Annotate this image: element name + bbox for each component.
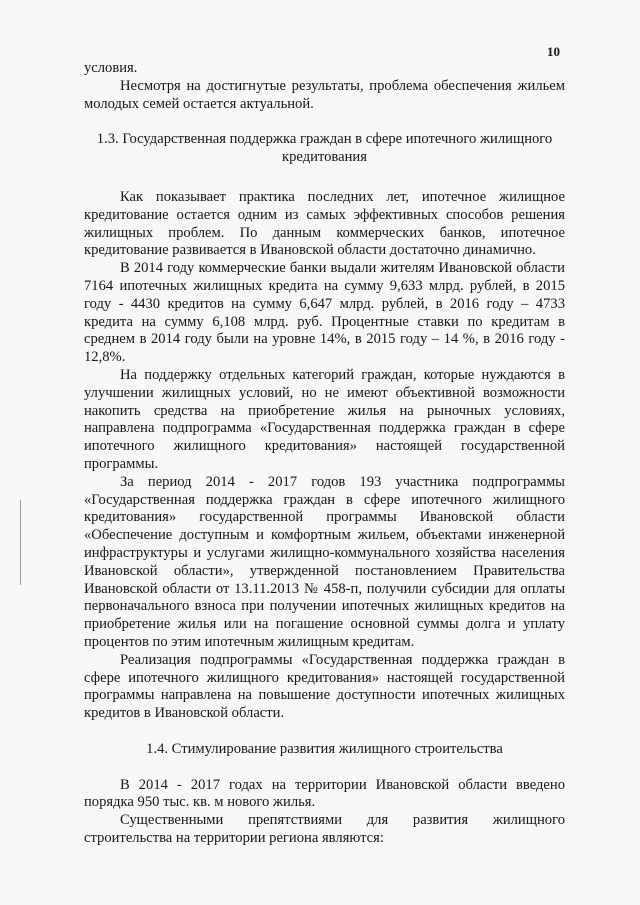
spacer: [84, 723, 565, 741]
margin-scan-mark: [20, 500, 21, 585]
text-column: [84, 60, 565, 848]
paragraph-continuation: условия.: [84, 60, 138, 76]
paragraph-practice: Как показывает практика последних лет, ипотечное жилищное кредитование остается одним из самых эффективных способов решения жилищных проблем. По данным коммерческих банков, ипотечное кредитование развивается в Ивановской области достаточно динамично.: [84, 188, 565, 259]
paragraph-obstacles: Существенными препятствиями для развития жилищного строительства на территории региона являются:: [84, 812, 565, 847]
section-heading-1-3: 1.3. Государственная поддержка граждан в сфере ипотечного жилищного кредитования: [96, 131, 553, 166]
spacer: [84, 167, 565, 189]
paragraph-support: На поддержку отдельных категорий граждан, которые нуждаются в улучшении жилищных условий, но не имеют объективной возможности накопить средства на приобретение жилья на рыночных условиях, направлена подпрограмма «Государственная поддержка граждан в сфере ипотечного жилищного кредитования» настоящей государственной программы.: [84, 366, 565, 472]
spacer: [84, 759, 565, 777]
spacer: [84, 113, 565, 131]
section-heading-1-4: 1.4. Стимулирование развития жилищного строительства: [146, 740, 503, 757]
paragraph-period: За период 2014 - 2017 годов 193 участника подпрограммы «Государственная поддержка граждан в сфере ипотечного жилищного кредитования» государственной программы Ивановской области «Обеспечение доступным и комфортным жильем, объектами инженерной инфраструктуры и услугами жилищно-коммунального хозяйства населения Ивановской области», утвержденной постановлением Правительства Ивановской области от 13.11.2013 № 458-п, получили субсидии для оплаты первоначального взноса при получении ипотечных жилищных кредитов на приобретение жилья или на погашение основной суммы долга и уплату процентов по этим ипотечным жилищным кредитам.: [84, 473, 565, 650]
paragraph-implementation: Реализация подпрограммы «Государственная поддержка граждан в сфере ипотечного жилищного кредитования» настоящей государственной программы направлена на повышение доступности ипотечных жилищных кредитов в Ивановской области.: [84, 651, 565, 722]
page-number: 10: [547, 44, 560, 59]
paragraph-2014-credits: В 2014 году коммерческие банки выдали жителям Ивановской области 7164 ипотечных жилищных кредита на сумму 9,633 млрд. рублей, в 2015 году - 4430 кредитов на сумму 6,647 млрд. рублей, в 2016 году – 4733 кредита на сумму 6,108 млрд. руб. Процентные ставки по кредитам в среднем в 2014 году были на уровне 14%, в 2015 году – 14 %, в 2016 году - 12,8%.: [84, 260, 565, 366]
paragraph-2014-2017-housing: В 2014 - 2017 годах на территории Ивановской области введено порядка 950 тыс. кв. м нового жилья.: [84, 776, 565, 811]
paragraph-relevance: Несмотря на достигнутые результаты, проблема обеспечения жильем молодых семей остается актуальной.: [84, 77, 565, 112]
